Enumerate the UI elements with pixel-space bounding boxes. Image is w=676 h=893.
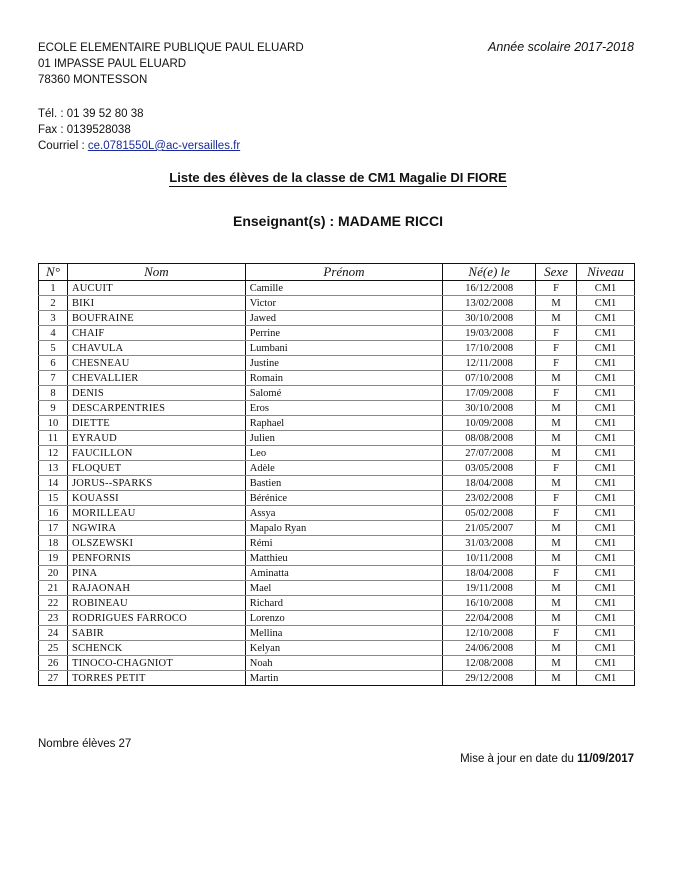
cell-birthdate: 07/10/2008 (443, 371, 536, 386)
table-row (39, 536, 635, 551)
page-title (0, 170, 676, 185)
cell-nom: DENIS (67, 386, 245, 401)
cell-niveau: CM1 (577, 656, 635, 671)
cell-num: 24 (39, 626, 68, 641)
cell-niveau: CM1 (577, 506, 635, 521)
cell-nom: DIETTE (67, 416, 245, 431)
cell-nom: PINA (67, 566, 245, 581)
cell-birthdate: 19/03/2008 (443, 326, 536, 341)
cell-nom: RAJAONAH (67, 581, 245, 596)
cell-nom: FAUCILLON (67, 446, 245, 461)
school-address: 01 IMPASSE PAUL ELUARD (38, 58, 187, 70)
cell-num: 15 (39, 491, 68, 506)
cell-niveau: CM1 (577, 431, 635, 446)
cell-num: 4 (39, 326, 68, 341)
cell-sexe: F (536, 506, 577, 521)
email-link[interactable]: ce.0781550L@ac-versailles.fr (87, 140, 241, 152)
cell-nom: BIKI (67, 296, 245, 311)
cell-num: 6 (39, 356, 68, 371)
table-row (39, 371, 635, 386)
cell-num: 20 (39, 566, 68, 581)
table-row (39, 656, 635, 671)
cell-num: 2 (39, 296, 68, 311)
cell-num: 23 (39, 611, 68, 626)
header-niveau: Niveau (577, 264, 635, 281)
cell-num: 7 (39, 371, 68, 386)
cell-birthdate: 10/11/2008 (443, 551, 536, 566)
cell-birthdate: 30/10/2008 (443, 401, 536, 416)
cell-niveau: CM1 (577, 596, 635, 611)
cell-niveau: CM1 (577, 551, 635, 566)
cell-num: 11 (39, 431, 68, 446)
cell-prenom: Raphael (245, 416, 443, 431)
cell-nom: CHAVULA (67, 341, 245, 356)
cell-birthdate: 19/11/2008 (443, 581, 536, 596)
cell-niveau: CM1 (577, 281, 635, 296)
cell-sexe: F (536, 461, 577, 476)
cell-sexe: F (536, 341, 577, 356)
cell-birthdate: 18/04/2008 (443, 476, 536, 491)
table-row (39, 296, 635, 311)
header-num: N° (39, 264, 68, 281)
cell-niveau: CM1 (577, 416, 635, 431)
cell-num: 5 (39, 341, 68, 356)
page-title-text: Liste des élèves de la classe de CM1 Magalie DI FIORE (169, 170, 507, 185)
cell-birthdate: 08/08/2008 (443, 431, 536, 446)
cell-niveau: CM1 (577, 626, 635, 641)
cell-prenom: Bérénice (245, 491, 443, 506)
cell-nom: SCHENCK (67, 641, 245, 656)
cell-sexe: M (536, 476, 577, 491)
cell-birthdate: 31/03/2008 (443, 536, 536, 551)
table-row (39, 641, 635, 656)
cell-niveau: CM1 (577, 401, 635, 416)
cell-nom: PENFORNIS (67, 551, 245, 566)
school-city: 78360 MONTESSON (38, 74, 148, 86)
cell-niveau: CM1 (577, 521, 635, 536)
cell-prenom: Victor (245, 296, 443, 311)
school-fax: Fax : 0139528038 (38, 124, 131, 136)
cell-sexe: M (536, 611, 577, 626)
cell-num: 13 (39, 461, 68, 476)
cell-prenom: Justine (245, 356, 443, 371)
cell-birthdate: 12/10/2008 (443, 626, 536, 641)
cell-sexe: M (536, 446, 577, 461)
cell-birthdate: 29/12/2008 (443, 671, 536, 686)
cell-nom: BOUFRAINE (67, 311, 245, 326)
cell-prenom: Eros (245, 401, 443, 416)
cell-sexe: M (536, 431, 577, 446)
table-row (39, 386, 635, 401)
cell-nom: JORUS--SPARKS (67, 476, 245, 491)
cell-sexe: M (536, 536, 577, 551)
table-header-row (39, 264, 635, 281)
cell-niveau: CM1 (577, 446, 635, 461)
table-row (39, 461, 635, 476)
cell-niveau: CM1 (577, 296, 635, 311)
cell-niveau: CM1 (577, 371, 635, 386)
table-row (39, 596, 635, 611)
table-row (39, 341, 635, 356)
school-year: Année scolaire 2017-2018 (488, 40, 634, 54)
cell-sexe: F (536, 386, 577, 401)
table-row (39, 416, 635, 431)
cell-sexe: M (536, 641, 577, 656)
cell-nom: TINOCO-CHAGNIOT (67, 656, 245, 671)
cell-prenom: Mapalo Ryan (245, 521, 443, 536)
cell-prenom: Noah (245, 656, 443, 671)
cell-birthdate: 30/10/2008 (443, 311, 536, 326)
cell-sexe: M (536, 521, 577, 536)
cell-prenom: Bastien (245, 476, 443, 491)
cell-birthdate: 22/04/2008 (443, 611, 536, 626)
table-row (39, 506, 635, 521)
cell-niveau: CM1 (577, 461, 635, 476)
cell-num: 9 (39, 401, 68, 416)
cell-prenom: Rémi (245, 536, 443, 551)
cell-niveau: CM1 (577, 491, 635, 506)
cell-birthdate: 05/02/2008 (443, 506, 536, 521)
cell-nom: EYRAUD (67, 431, 245, 446)
header-prenom: Prénom (245, 264, 443, 281)
cell-prenom: Matthieu (245, 551, 443, 566)
table-row (39, 446, 635, 461)
cell-prenom: Assya (245, 506, 443, 521)
header-birthdate: Né(e) le (443, 264, 536, 281)
cell-niveau: CM1 (577, 476, 635, 491)
cell-niveau: CM1 (577, 611, 635, 626)
cell-sexe: M (536, 596, 577, 611)
cell-prenom: Lumbani (245, 341, 443, 356)
update-date-line (460, 753, 634, 765)
cell-num: 16 (39, 506, 68, 521)
cell-prenom: Leo (245, 446, 443, 461)
cell-niveau: CM1 (577, 386, 635, 401)
header-nom: Nom (67, 264, 245, 281)
cell-niveau: CM1 (577, 341, 635, 356)
cell-prenom: Lorenzo (245, 611, 443, 626)
cell-birthdate: 17/10/2008 (443, 341, 536, 356)
table-row (39, 626, 635, 641)
cell-sexe: F (536, 566, 577, 581)
school-header (38, 40, 304, 154)
cell-nom: CHAIF (67, 326, 245, 341)
table-row (39, 551, 635, 566)
table-row (39, 566, 635, 581)
school-phone: Tél. : 01 39 52 80 38 (38, 108, 144, 120)
cell-birthdate: 18/04/2008 (443, 566, 536, 581)
cell-num: 3 (39, 311, 68, 326)
cell-birthdate: 03/05/2008 (443, 461, 536, 476)
cell-nom: ROBINEAU (67, 596, 245, 611)
cell-niveau: CM1 (577, 356, 635, 371)
cell-sexe: F (536, 326, 577, 341)
cell-sexe: M (536, 551, 577, 566)
cell-birthdate: 23/02/2008 (443, 491, 536, 506)
cell-prenom: Adèle (245, 461, 443, 476)
table-row (39, 476, 635, 491)
cell-birthdate: 16/10/2008 (443, 596, 536, 611)
table-row (39, 581, 635, 596)
cell-sexe: M (536, 296, 577, 311)
cell-nom: MORILLEAU (67, 506, 245, 521)
cell-prenom: Richard (245, 596, 443, 611)
cell-nom: CHESNEAU (67, 356, 245, 371)
table-row (39, 281, 635, 296)
cell-prenom: Aminatta (245, 566, 443, 581)
cell-birthdate: 12/11/2008 (443, 356, 536, 371)
table-row (39, 671, 635, 686)
cell-sexe: F (536, 356, 577, 371)
cell-num: 14 (39, 476, 68, 491)
cell-niveau: CM1 (577, 536, 635, 551)
cell-nom: RODRIGUES FARROCO (67, 611, 245, 626)
cell-sexe: F (536, 491, 577, 506)
cell-sexe: M (536, 416, 577, 431)
cell-nom: SABIR (67, 626, 245, 641)
cell-nom: DESCARPENTRIES (67, 401, 245, 416)
cell-num: 21 (39, 581, 68, 596)
table-row (39, 401, 635, 416)
cell-sexe: M (536, 671, 577, 686)
cell-birthdate: 21/05/2007 (443, 521, 536, 536)
cell-nom: KOUASSI (67, 491, 245, 506)
cell-num: 1 (39, 281, 68, 296)
cell-prenom: Julien (245, 431, 443, 446)
cell-nom: CHEVALLIER (67, 371, 245, 386)
table-row (39, 431, 635, 446)
update-date: 11/09/2017 (577, 753, 634, 765)
cell-prenom: Kelyan (245, 641, 443, 656)
cell-num: 12 (39, 446, 68, 461)
table-row (39, 356, 635, 371)
cell-niveau: CM1 (577, 671, 635, 686)
cell-niveau: CM1 (577, 641, 635, 656)
cell-niveau: CM1 (577, 311, 635, 326)
header-sexe: Sexe (536, 264, 577, 281)
cell-prenom: Perrine (245, 326, 443, 341)
cell-sexe: F (536, 626, 577, 641)
cell-num: 17 (39, 521, 68, 536)
cell-nom: FLOQUET (67, 461, 245, 476)
cell-num: 25 (39, 641, 68, 656)
cell-sexe: M (536, 311, 577, 326)
cell-num: 27 (39, 671, 68, 686)
cell-num: 18 (39, 536, 68, 551)
email-label: Courriel : (38, 140, 88, 152)
cell-nom: NGWIRA (67, 521, 245, 536)
cell-birthdate: 16/12/2008 (443, 281, 536, 296)
table-row (39, 311, 635, 326)
cell-prenom: Martin (245, 671, 443, 686)
cell-prenom: Romain (245, 371, 443, 386)
cell-nom: OLSZEWSKI (67, 536, 245, 551)
school-email-line (38, 138, 304, 154)
cell-prenom: Camille (245, 281, 443, 296)
cell-sexe: M (536, 401, 577, 416)
cell-sexe: F (536, 281, 577, 296)
table-row (39, 326, 635, 341)
cell-prenom: Jawed (245, 311, 443, 326)
cell-sexe: M (536, 371, 577, 386)
cell-sexe: M (536, 581, 577, 596)
cell-nom: TORRES PETIT (67, 671, 245, 686)
cell-birthdate: 10/09/2008 (443, 416, 536, 431)
cell-niveau: CM1 (577, 326, 635, 341)
cell-num: 26 (39, 656, 68, 671)
cell-num: 8 (39, 386, 68, 401)
cell-birthdate: 13/02/2008 (443, 296, 536, 311)
school-name: ECOLE ELEMENTAIRE PUBLIQUE PAUL ELUARD (38, 42, 304, 54)
cell-birthdate: 17/09/2008 (443, 386, 536, 401)
cell-nom: AUCUIT (67, 281, 245, 296)
cell-niveau: CM1 (577, 581, 635, 596)
cell-birthdate: 27/07/2008 (443, 446, 536, 461)
cell-num: 22 (39, 596, 68, 611)
table-row (39, 491, 635, 506)
student-count: Nombre élèves 27 (38, 738, 132, 750)
teacher-line: Enseignant(s) : MADAME RICCI (233, 213, 443, 229)
update-label: Mise à jour en date du (460, 753, 578, 765)
cell-prenom: Mellina (245, 626, 443, 641)
cell-num: 19 (39, 551, 68, 566)
cell-prenom: Salomé (245, 386, 443, 401)
students-table (38, 263, 635, 686)
table-row (39, 611, 635, 626)
cell-prenom: Mael (245, 581, 443, 596)
cell-birthdate: 24/06/2008 (443, 641, 536, 656)
table-row (39, 521, 635, 536)
cell-num: 10 (39, 416, 68, 431)
cell-niveau: CM1 (577, 566, 635, 581)
cell-sexe: M (536, 656, 577, 671)
cell-birthdate: 12/08/2008 (443, 656, 536, 671)
